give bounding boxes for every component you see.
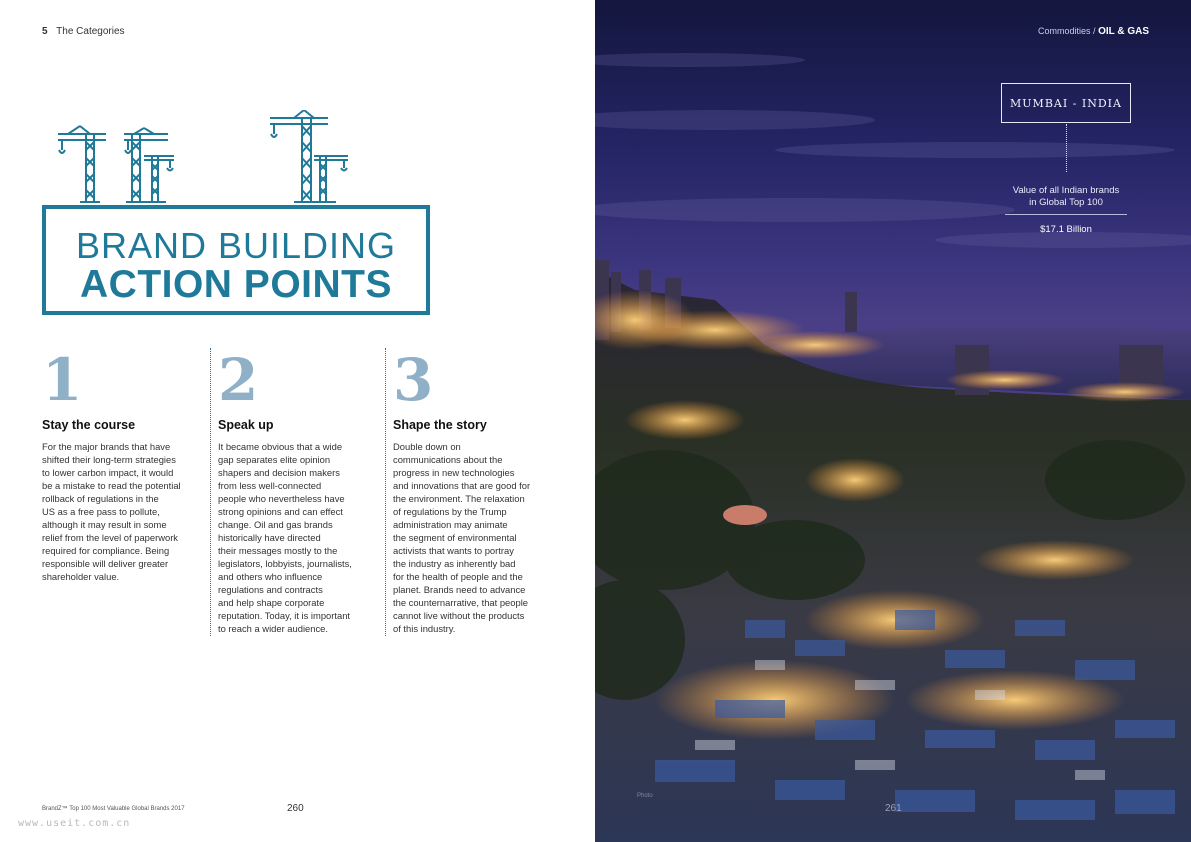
subcategory-name: OIL & GAS [1098,26,1149,37]
watermark: www.useit.com.cn [18,818,131,829]
action-point-2 [210,348,376,636]
page-number-left: 260 [287,803,304,814]
action-point-body: For the major brands that have shifted their long-term strategies to lower carbon impact, it would be a mistake to read the potential rollback of regulations in the US as a free pass to pollute, although it may result in some relief from the level of paperwork required for compliance. Being responsible will deliver greater shareholder value. [42,441,181,582]
action-point-heading: Speak up [218,418,274,432]
stat-value: $17.1 Billion [1040,224,1092,235]
category-separator: / [1093,26,1096,36]
action-point-body: It became obvious that a wide gap separates elite opinion shapers and decision makers from less well-connected people who nevertheless have strong opinions and can effect change. Oil and gas brands historically have directed their messages mostly to the legislators, lobbyists, journalists, and others who influence regulations and contracts and help shape corporate reputation. Today, it is important to reach a wider audience. [218,441,352,634]
footer-text: BrandZ™ Top 100 Most Valuable Global Brands 2017 [42,806,185,812]
action-point-number: 2 [218,346,259,414]
action-point-number: 1 [42,346,83,414]
stat-label: Value of all Indian brands in Global Top 100 [1012,185,1120,208]
stat-divider [1005,214,1127,215]
right-page [595,0,1191,842]
section-title: The Categories [56,26,125,37]
title-line-2: ACTION POINTS [79,263,392,306]
section-header [42,26,125,37]
crane-icon [126,156,174,202]
category-name: Commodities [1038,26,1091,36]
action-point-heading: Shape the story [393,418,487,432]
location-label: MUMBAI - INDIA [1010,96,1122,110]
cranes-illustration [56,110,356,206]
category-label [1038,26,1149,37]
action-point-number: 3 [393,346,434,414]
page-number-right: 261 [885,803,902,814]
city-night-photo [595,0,1191,842]
dotted-connector [1066,124,1067,172]
action-point-1 [42,348,208,583]
action-point-heading: Stay the course [42,418,136,432]
crane-icon [124,128,168,202]
section-number: 5 [42,26,48,37]
action-point-body: Double down on communications about the progress in new technologies and innovations that are good for the environment. The relaxation of regulations by the Trump administration may animate the segment of environmental activists that wants to portray the industry as inherently bad for the health of people and the planet. Brands need to advance the counternarrative, that people cannot live without the products of this industry. [393,441,531,634]
left-page [0,0,595,842]
action-point-3 [385,348,551,636]
title-box [42,205,430,315]
location-box [1001,83,1131,123]
photo-credit: Photo [637,793,653,799]
title-line-1: BRAND BUILDING [75,225,397,266]
crane-icon [58,126,106,202]
